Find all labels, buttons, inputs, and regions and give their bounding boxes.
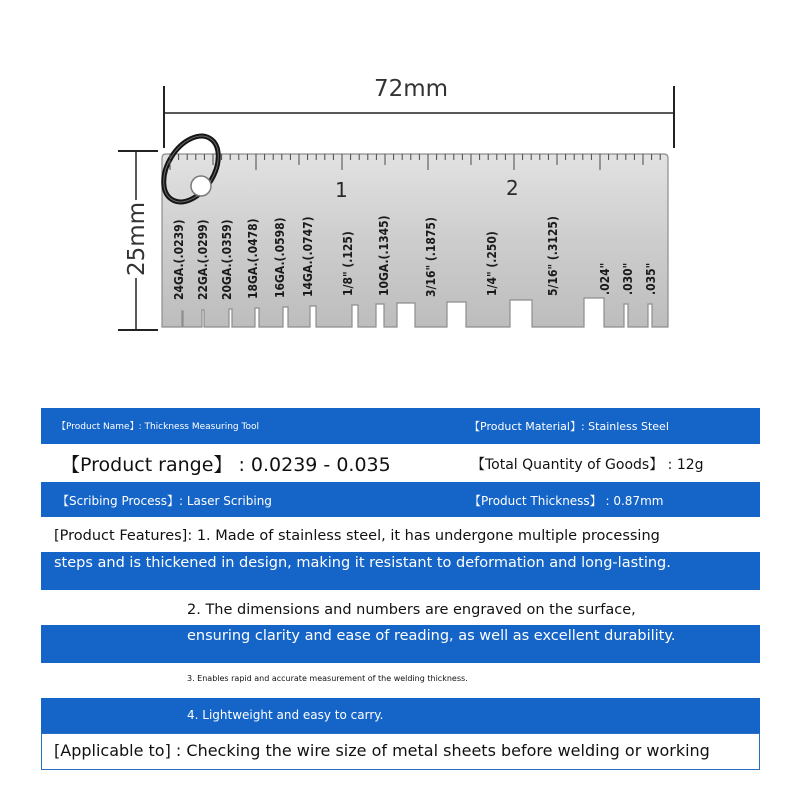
gauge-label-14ga: 14GA.(.0747) xyxy=(301,216,315,297)
gauge-label-1-8: 1/8" (.125) xyxy=(341,231,355,296)
info-row-features-2 xyxy=(41,552,760,590)
gauge-label-18ga: 18GA.(.0478) xyxy=(246,218,260,299)
info-row-range-quantity xyxy=(41,444,760,482)
info-row-feature2-2 xyxy=(41,625,760,663)
info-row-feature3 xyxy=(41,663,760,698)
gauge-label-035: .035" xyxy=(644,262,658,295)
info-row-process-thickness xyxy=(41,482,760,517)
info-row-feature4 xyxy=(41,698,760,733)
width-dimension-label: 72mm xyxy=(370,76,452,102)
gauge-plate xyxy=(162,154,668,327)
product-illustration xyxy=(0,0,800,380)
gauge-label-24ga: 24GA.(.0239) xyxy=(172,219,186,300)
total-quantity: 【Total Quantity of Goods】 : 12g xyxy=(471,457,704,473)
height-dimension-label: 25mm xyxy=(124,201,151,277)
features-line-2: steps and is thickened in design, making it resistant to deformation and long-lasting. xyxy=(54,555,671,571)
features-line-1: [Product Features]: 1. Made of stainless steel, it has undergone multiple processing xyxy=(54,528,660,544)
scribing-process: 【Scribing Process】: Laser Scribing xyxy=(57,494,272,508)
gauge-label-024: .024" xyxy=(598,262,612,295)
info-row-name-material xyxy=(41,408,760,444)
gauge-label-10ga: 10GA.(.1345) xyxy=(377,215,391,296)
gauge-label-1-4: 1/4" (.250) xyxy=(485,231,499,296)
info-row-feature2-1 xyxy=(41,590,760,625)
feature-4: 4. Lightweight and easy to carry. xyxy=(187,708,384,722)
gauge-label-030: .030" xyxy=(621,262,635,295)
gauge-label-16ga: 16GA.(.0598) xyxy=(273,217,287,298)
ruler-number-2: 2 xyxy=(506,176,519,200)
product-material: 【Product Material】: Stainless Steel xyxy=(469,420,669,433)
gauge-label-3-16: 3/16" (.1875) xyxy=(424,217,438,297)
feature-3: 3. Enables rapid and accurate measurement of the welding thickness. xyxy=(187,674,468,683)
feature2-line-2: ensuring clarity and ease of reading, as well as excellent durability. xyxy=(187,628,676,644)
product-thickness: 【Product Thickness】 : 0.87mm xyxy=(469,494,664,508)
ruler-number-1: 1 xyxy=(335,178,348,202)
feature2-line-1: 2. The dimensions and numbers are engraved on the surface, xyxy=(187,602,636,618)
gauge-label-22ga: 22GA.(.0299) xyxy=(196,219,210,300)
product-info-table xyxy=(41,408,760,770)
gauge-label-5-16: 5/16" (.3125) xyxy=(546,216,560,296)
applicable-to: [Applicable to] : Checking the wire size of metal sheets before welding or working xyxy=(54,741,710,760)
gauge-drawing xyxy=(0,0,800,380)
product-range: 【Product range】 : 0.0239 - 0.035 xyxy=(61,454,391,476)
info-row-features-1 xyxy=(41,517,760,552)
hang-hole xyxy=(191,176,211,196)
gauge-label-20ga: 20GA.(.0359) xyxy=(220,219,234,300)
product-name: 【Product Name】: Thickness Measuring Tool xyxy=(57,422,259,432)
info-row-applicable xyxy=(41,733,760,770)
